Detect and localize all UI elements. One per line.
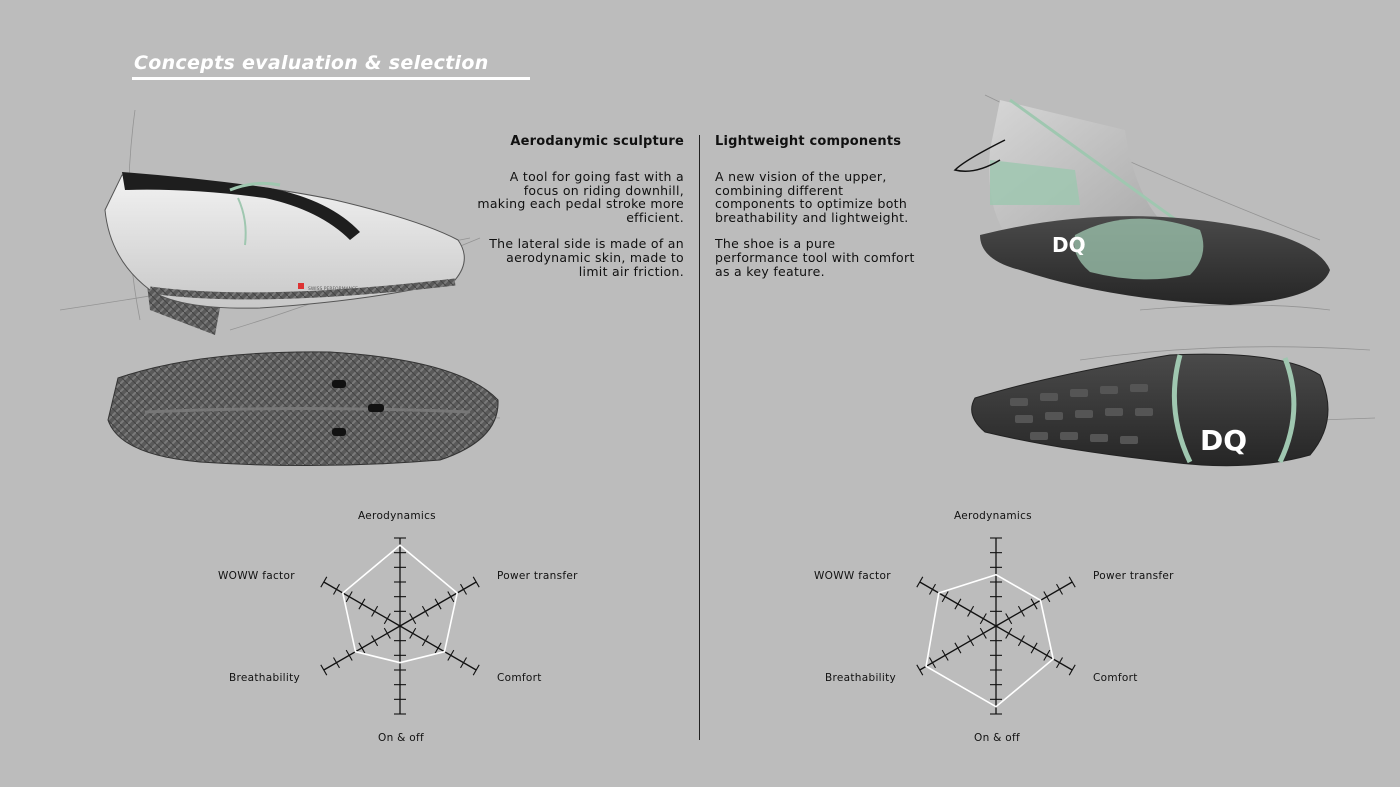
radar-tick — [1044, 650, 1050, 660]
radar-tick — [473, 577, 479, 587]
radar-tick — [1018, 606, 1024, 616]
radar-tick — [435, 599, 441, 609]
radar-tick — [410, 628, 416, 638]
radar-tick — [980, 613, 986, 623]
radar-tick — [346, 650, 352, 660]
radar-tick — [321, 577, 327, 587]
concept-paragraph: A new vision of the upper, combining different components to optimize both breathability and lightweight. — [715, 169, 909, 225]
radar-tick — [384, 628, 390, 638]
svg-text:DQ: DQ — [1200, 424, 1248, 457]
concept-heading-aero: Aerodanymic sculpture — [510, 134, 684, 149]
radar-axis-label: WOWW factor — [218, 570, 295, 582]
radar-tick — [384, 613, 390, 623]
radar-tick — [917, 577, 923, 587]
concept-description-aero — [474, 170, 684, 291]
radar-tick — [929, 657, 935, 667]
radar-axis-label: WOWW factor — [814, 570, 891, 582]
radar-tick — [346, 591, 352, 601]
radar-value-polygon — [926, 575, 1053, 707]
radar-axis-label: Comfort — [1093, 672, 1138, 684]
radar-tick — [980, 628, 986, 638]
concept-paragraph: A tool for going fast with a focus on riding downhill, making each pedal stroke more efficient. — [477, 169, 684, 225]
radar-tick — [448, 650, 454, 660]
concept-heading-lightweight: Lightweight components — [715, 134, 902, 149]
radar-tick — [410, 613, 416, 623]
radar-tick — [1018, 635, 1024, 645]
concept-description-lightweight — [715, 170, 915, 291]
page-title: Concepts evaluation & selection — [134, 52, 489, 74]
radar-tick — [359, 599, 365, 609]
radar-tick — [955, 599, 961, 609]
radar-tick — [955, 643, 961, 653]
radar-tick — [359, 643, 365, 653]
radar-chart-graphic — [896, 530, 1096, 730]
radar-tick — [321, 665, 327, 675]
column-divider — [699, 135, 700, 740]
radar-axis-label: Breathability — [229, 672, 301, 684]
radar-tick — [435, 643, 441, 653]
radar-tick — [1031, 599, 1037, 609]
concept-paragraph: The lateral side is made of an aerodynamic skin, made to limit air friction. — [489, 236, 684, 279]
radar-tick — [968, 635, 974, 645]
radar-axis-label: Aerodynamics — [954, 510, 1032, 522]
lightweight-shoe-side — [955, 100, 1330, 305]
aero-shoe-sole — [108, 352, 498, 466]
radar-tick — [942, 650, 948, 660]
radar-tick — [1006, 613, 1012, 623]
radar-tick — [372, 606, 378, 616]
radar-tick — [448, 591, 454, 601]
shoe-brand-mark: SWISS PERFORMANCE — [308, 287, 359, 292]
radar-tick — [1069, 577, 1075, 587]
radar-tick — [1006, 628, 1012, 638]
radar-tick — [422, 606, 428, 616]
radar-tick — [1057, 657, 1063, 667]
radar-axis-label: Power transfer — [497, 570, 578, 582]
radar-axis-label: On & off — [974, 732, 1020, 744]
radar-tick — [942, 591, 948, 601]
radar-tick — [372, 635, 378, 645]
aero-shoe-side — [105, 172, 464, 335]
svg-text:DQ: DQ — [1052, 233, 1086, 257]
radar-tick — [968, 606, 974, 616]
lightweight-shoe-sole — [972, 354, 1328, 466]
radar-tick — [461, 657, 467, 667]
radar-tick — [1031, 643, 1037, 653]
radar-tick — [1044, 591, 1050, 601]
radar-tick — [1069, 665, 1075, 675]
radar-tick — [1057, 584, 1063, 594]
radar-tick — [333, 657, 339, 667]
radar-chart-graphic — [300, 530, 500, 730]
radar-axis-label: Power transfer — [1093, 570, 1174, 582]
radar-tick — [929, 584, 935, 594]
concept-paragraph: The shoe is a pure performance tool with comfort as a key feature. — [715, 236, 915, 279]
radar-tick — [473, 665, 479, 675]
radar-tick — [333, 584, 339, 594]
radar-axis-label: Comfort — [497, 672, 542, 684]
radar-tick — [917, 665, 923, 675]
radar-tick — [461, 584, 467, 594]
radar-axis-label: On & off — [378, 732, 424, 744]
radar-tick — [422, 635, 428, 645]
radar-axis-label: Breathability — [825, 672, 897, 684]
radar-axis-label: Aerodynamics — [358, 510, 436, 522]
